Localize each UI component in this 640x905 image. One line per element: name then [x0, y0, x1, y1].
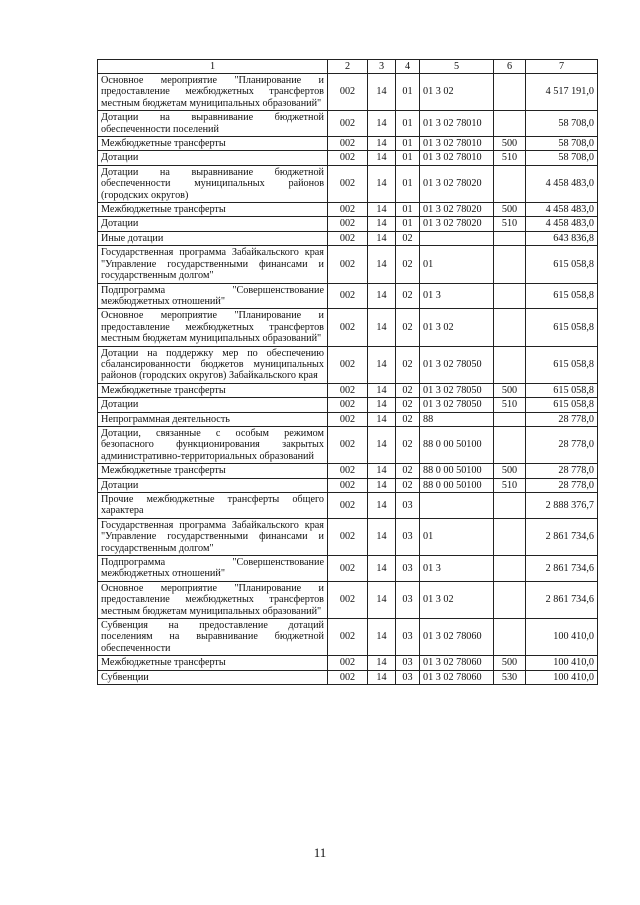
cell-ministry: 002 [328, 412, 368, 426]
cell-subsection: 02 [396, 231, 420, 245]
cell-target-article: 01 3 02 [420, 74, 494, 111]
cell-section: 14 [368, 478, 396, 492]
cell-amount: 100 410,0 [526, 656, 598, 670]
cell-subsection: 01 [396, 203, 420, 217]
cell-amount: 2 861 734,6 [526, 556, 598, 582]
table-row [98, 231, 598, 245]
cell-section: 14 [368, 165, 396, 202]
cell-expense-type [494, 111, 526, 137]
cell-name: Государственная программа Забайкальского края "Управление государственными финансами и государственным долгом" [98, 518, 328, 555]
cell-target-article: 01 3 02 78050 [420, 346, 494, 383]
cell-section: 14 [368, 74, 396, 111]
cell-expense-type: 510 [494, 478, 526, 492]
cell-target-article: 88 0 00 50100 [420, 478, 494, 492]
cell-ministry: 002 [328, 619, 368, 656]
cell-ministry: 002 [328, 556, 368, 582]
cell-name: Иные дотации [98, 231, 328, 245]
table-row [98, 111, 598, 137]
cell-target-article: 88 0 00 50100 [420, 426, 494, 463]
cell-target-article: 01 [420, 246, 494, 283]
cell-name: Непрограммная деятельность [98, 412, 328, 426]
cell-amount: 28 778,0 [526, 412, 598, 426]
cell-subsection: 02 [396, 398, 420, 412]
cell-target-article: 01 3 02 78050 [420, 383, 494, 397]
cell-amount: 4 458 483,0 [526, 203, 598, 217]
cell-subsection: 01 [396, 151, 420, 165]
cell-amount: 643 836,8 [526, 231, 598, 245]
cell-name: Дотации, связанные с особым режимом безопасного функционирования закрытых административно-территориальных образований [98, 426, 328, 463]
cell-section: 14 [368, 111, 396, 137]
column-header: 6 [494, 60, 526, 74]
cell-target-article [420, 493, 494, 519]
cell-name: Межбюджетные трансферты [98, 656, 328, 670]
cell-subsection: 02 [396, 464, 420, 478]
cell-section: 14 [368, 283, 396, 309]
cell-expense-type: 530 [494, 670, 526, 684]
cell-section: 14 [368, 412, 396, 426]
cell-subsection: 02 [396, 426, 420, 463]
cell-target-article: 01 3 02 78020 [420, 217, 494, 231]
cell-subsection: 02 [396, 309, 420, 346]
cell-name: Дотации [98, 478, 328, 492]
cell-expense-type: 500 [494, 464, 526, 478]
cell-amount: 58 708,0 [526, 137, 598, 151]
cell-expense-type: 510 [494, 217, 526, 231]
cell-target-article: 01 3 02 78010 [420, 111, 494, 137]
table-row [98, 283, 598, 309]
cell-expense-type: 500 [494, 383, 526, 397]
table-row [98, 493, 598, 519]
cell-ministry: 002 [328, 203, 368, 217]
cell-subsection: 03 [396, 556, 420, 582]
cell-target-article: 01 3 02 78010 [420, 151, 494, 165]
cell-expense-type [494, 412, 526, 426]
cell-ministry: 002 [328, 309, 368, 346]
cell-section: 14 [368, 309, 396, 346]
table-row [98, 346, 598, 383]
cell-name: Дотации [98, 398, 328, 412]
table-row [98, 203, 598, 217]
cell-expense-type [494, 231, 526, 245]
cell-expense-type [494, 493, 526, 519]
cell-section: 14 [368, 581, 396, 618]
cell-amount: 100 410,0 [526, 670, 598, 684]
cell-expense-type: 510 [494, 398, 526, 412]
table-row [98, 619, 598, 656]
cell-name: Прочие межбюджетные трансферты общего характера [98, 493, 328, 519]
cell-ministry: 002 [328, 581, 368, 618]
cell-amount: 2 861 734,6 [526, 518, 598, 555]
column-header: 2 [328, 60, 368, 74]
cell-section: 14 [368, 619, 396, 656]
cell-amount: 28 778,0 [526, 426, 598, 463]
cell-subsection: 02 [396, 246, 420, 283]
cell-ministry: 002 [328, 670, 368, 684]
table-row [98, 137, 598, 151]
cell-target-article: 88 [420, 412, 494, 426]
table-row [98, 246, 598, 283]
table-row [98, 217, 598, 231]
column-header: 7 [526, 60, 598, 74]
cell-target-article: 01 3 [420, 283, 494, 309]
cell-section: 14 [368, 231, 396, 245]
table-row [98, 426, 598, 463]
cell-subsection: 03 [396, 619, 420, 656]
cell-amount: 100 410,0 [526, 619, 598, 656]
cell-subsection: 03 [396, 518, 420, 555]
column-header: 5 [420, 60, 494, 74]
cell-amount: 615 058,8 [526, 283, 598, 309]
cell-name: Межбюджетные трансферты [98, 137, 328, 151]
cell-target-article: 01 3 02 78060 [420, 656, 494, 670]
cell-section: 14 [368, 203, 396, 217]
cell-amount: 58 708,0 [526, 151, 598, 165]
cell-amount: 2 861 734,6 [526, 581, 598, 618]
cell-name: Межбюджетные трансферты [98, 383, 328, 397]
cell-amount: 615 058,8 [526, 246, 598, 283]
cell-subsection: 03 [396, 670, 420, 684]
table-row [98, 165, 598, 202]
cell-expense-type [494, 246, 526, 283]
cell-subsection: 01 [396, 111, 420, 137]
cell-subsection: 03 [396, 656, 420, 670]
budget-table [97, 59, 598, 685]
cell-name: Подпрограмма "Совершенствование межбюджетных отношений" [98, 283, 328, 309]
cell-expense-type [494, 283, 526, 309]
cell-expense-type [494, 619, 526, 656]
cell-target-article: 01 3 02 [420, 309, 494, 346]
cell-subsection: 01 [396, 165, 420, 202]
cell-expense-type [494, 518, 526, 555]
table-row [98, 309, 598, 346]
cell-ministry: 002 [328, 151, 368, 165]
cell-amount: 615 058,8 [526, 383, 598, 397]
cell-ministry: 002 [328, 137, 368, 151]
cell-amount: 4 517 191,0 [526, 74, 598, 111]
cell-ministry: 002 [328, 111, 368, 137]
cell-subsection: 01 [396, 74, 420, 111]
cell-name: Дотации [98, 217, 328, 231]
cell-subsection: 02 [396, 412, 420, 426]
cell-subsection: 03 [396, 493, 420, 519]
cell-ministry: 002 [328, 231, 368, 245]
cell-expense-type [494, 426, 526, 463]
cell-section: 14 [368, 464, 396, 478]
cell-ministry: 002 [328, 346, 368, 383]
table-header-row [98, 60, 598, 74]
table-row [98, 656, 598, 670]
cell-amount: 4 458 483,0 [526, 217, 598, 231]
cell-ministry: 002 [328, 478, 368, 492]
cell-subsection: 01 [396, 217, 420, 231]
cell-expense-type [494, 556, 526, 582]
cell-target-article: 01 3 02 78060 [420, 670, 494, 684]
cell-section: 14 [368, 346, 396, 383]
column-header: 1 [98, 60, 328, 74]
column-header: 4 [396, 60, 420, 74]
cell-amount: 58 708,0 [526, 111, 598, 137]
table-row [98, 383, 598, 397]
cell-target-article: 01 [420, 518, 494, 555]
table-body [98, 74, 598, 685]
cell-amount: 2 888 376,7 [526, 493, 598, 519]
cell-section: 14 [368, 383, 396, 397]
cell-expense-type [494, 74, 526, 111]
cell-expense-type: 500 [494, 203, 526, 217]
column-header: 3 [368, 60, 396, 74]
cell-ministry: 002 [328, 74, 368, 111]
cell-section: 14 [368, 151, 396, 165]
cell-name: Подпрограмма "Совершенствование межбюджетных отношений" [98, 556, 328, 582]
cell-expense-type [494, 309, 526, 346]
cell-name: Дотации [98, 151, 328, 165]
cell-expense-type: 510 [494, 151, 526, 165]
table-row [98, 581, 598, 618]
cell-ministry: 002 [328, 426, 368, 463]
cell-amount: 615 058,8 [526, 309, 598, 346]
cell-ministry: 002 [328, 383, 368, 397]
cell-name: Дотации на выравнивание бюджетной обеспеченности поселений [98, 111, 328, 137]
cell-section: 14 [368, 670, 396, 684]
cell-section: 14 [368, 426, 396, 463]
cell-name: Субвенция на предоставление дотаций поселениям на выравнивание бюджетной обеспеченности [98, 619, 328, 656]
cell-subsection: 02 [396, 346, 420, 383]
cell-target-article [420, 231, 494, 245]
cell-subsection: 01 [396, 137, 420, 151]
table-row [98, 464, 598, 478]
cell-target-article: 01 3 02 78020 [420, 203, 494, 217]
cell-ministry: 002 [328, 246, 368, 283]
cell-amount: 615 058,8 [526, 398, 598, 412]
cell-ministry: 002 [328, 518, 368, 555]
table-row [98, 412, 598, 426]
page-number: 11 [313, 845, 327, 860]
cell-ministry: 002 [328, 398, 368, 412]
cell-name: Государственная программа Забайкальского края "Управление государственными финансами и государственным долгом" [98, 246, 328, 283]
cell-amount: 28 778,0 [526, 464, 598, 478]
cell-section: 14 [368, 656, 396, 670]
table-row [98, 518, 598, 555]
table-row [98, 556, 598, 582]
cell-section: 14 [368, 246, 396, 283]
cell-name: Дотации на выравнивание бюджетной обеспеченности муниципальных районов (городских округов) [98, 165, 328, 202]
cell-subsection: 02 [396, 478, 420, 492]
cell-name: Дотации на поддержку мер по обеспечению сбалансированности бюджетов муниципальных районов (городских округов) Забайкальского края [98, 346, 328, 383]
cell-name: Субвенции [98, 670, 328, 684]
cell-target-article: 01 3 02 [420, 581, 494, 618]
cell-name: Основное мероприятие "Планирование и предоставление межбюджетных трансфертов местным бюджетам муниципальных образований" [98, 74, 328, 111]
cell-ministry: 002 [328, 165, 368, 202]
cell-ministry: 002 [328, 656, 368, 670]
cell-target-article: 01 3 [420, 556, 494, 582]
table-row [98, 74, 598, 111]
cell-expense-type [494, 581, 526, 618]
cell-subsection: 03 [396, 581, 420, 618]
table-row [98, 478, 598, 492]
cell-expense-type: 500 [494, 656, 526, 670]
cell-section: 14 [368, 518, 396, 555]
cell-target-article: 01 3 02 78010 [420, 137, 494, 151]
cell-target-article: 01 3 02 78020 [420, 165, 494, 202]
cell-ministry: 002 [328, 464, 368, 478]
cell-amount: 28 778,0 [526, 478, 598, 492]
cell-amount: 615 058,8 [526, 346, 598, 383]
cell-expense-type [494, 165, 526, 202]
cell-subsection: 02 [396, 383, 420, 397]
table-row [98, 670, 598, 684]
cell-expense-type: 500 [494, 137, 526, 151]
cell-section: 14 [368, 217, 396, 231]
cell-name: Межбюджетные трансферты [98, 203, 328, 217]
cell-ministry: 002 [328, 493, 368, 519]
cell-subsection: 02 [396, 283, 420, 309]
cell-ministry: 002 [328, 283, 368, 309]
cell-name: Межбюджетные трансферты [98, 464, 328, 478]
cell-ministry: 002 [328, 217, 368, 231]
cell-expense-type [494, 346, 526, 383]
cell-target-article: 01 3 02 78050 [420, 398, 494, 412]
table-row [98, 398, 598, 412]
cell-section: 14 [368, 493, 396, 519]
cell-section: 14 [368, 398, 396, 412]
cell-section: 14 [368, 137, 396, 151]
cell-amount: 4 458 483,0 [526, 165, 598, 202]
cell-name: Основное мероприятие "Планирование и предоставление межбюджетных трансфертов местным бюджетам муниципальных образований" [98, 309, 328, 346]
cell-target-article: 88 0 00 50100 [420, 464, 494, 478]
table-row [98, 151, 598, 165]
cell-name: Основное мероприятие "Планирование и предоставление межбюджетных трансфертов местным бюджетам муниципальных образований" [98, 581, 328, 618]
cell-section: 14 [368, 556, 396, 582]
cell-target-article: 01 3 02 78060 [420, 619, 494, 656]
